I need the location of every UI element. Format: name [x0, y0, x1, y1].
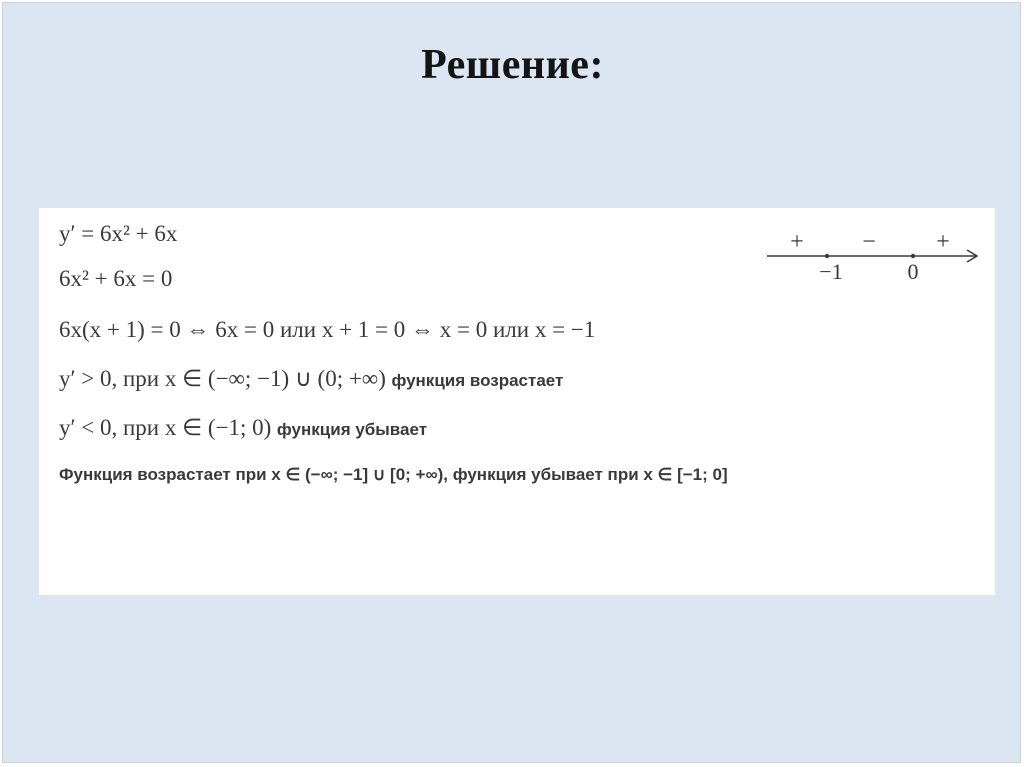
conclusion-line: Функция возрастает при x ∈ (−∞; −1] ∪ [0; +∞), функция убывает при x ∈ [−1; 0] [59, 465, 728, 484]
sign-left: + [790, 229, 804, 255]
sign-right: + [936, 229, 950, 255]
solution-panel [39, 208, 995, 595]
sign-chart [761, 226, 986, 286]
decrease-label: функция убывает [276, 420, 428, 439]
increase-label: функция возрастает [391, 371, 564, 390]
derivative-line: y′ = 6x² + 6x [59, 221, 178, 246]
sign-middle: − [862, 229, 876, 255]
slide-title: Решение: [421, 42, 604, 88]
decrease-condition-line [59, 415, 427, 441]
decrease-condition: y′ < 0, при x ∈ (−1; 0) [59, 415, 272, 440]
increase-condition: y′ > 0, при x ∈ (−∞; −1) ∪ (0; +∞) [59, 366, 386, 391]
equation-line: 6x² + 6x = 0 [59, 266, 173, 291]
point-label-zero: 0 [907, 259, 919, 284]
point-label-minus-one: −1 [819, 259, 843, 284]
point-zero-marker [911, 254, 915, 258]
factor-line: 6x(x + 1) = 0 ⇔ 6x = 0 или x + 1 = 0 ⇔ x = 0 или x = −1 [59, 317, 596, 342]
increase-condition-line [59, 366, 563, 392]
slide [2, 2, 1021, 763]
point-minus-one-marker [825, 254, 829, 258]
